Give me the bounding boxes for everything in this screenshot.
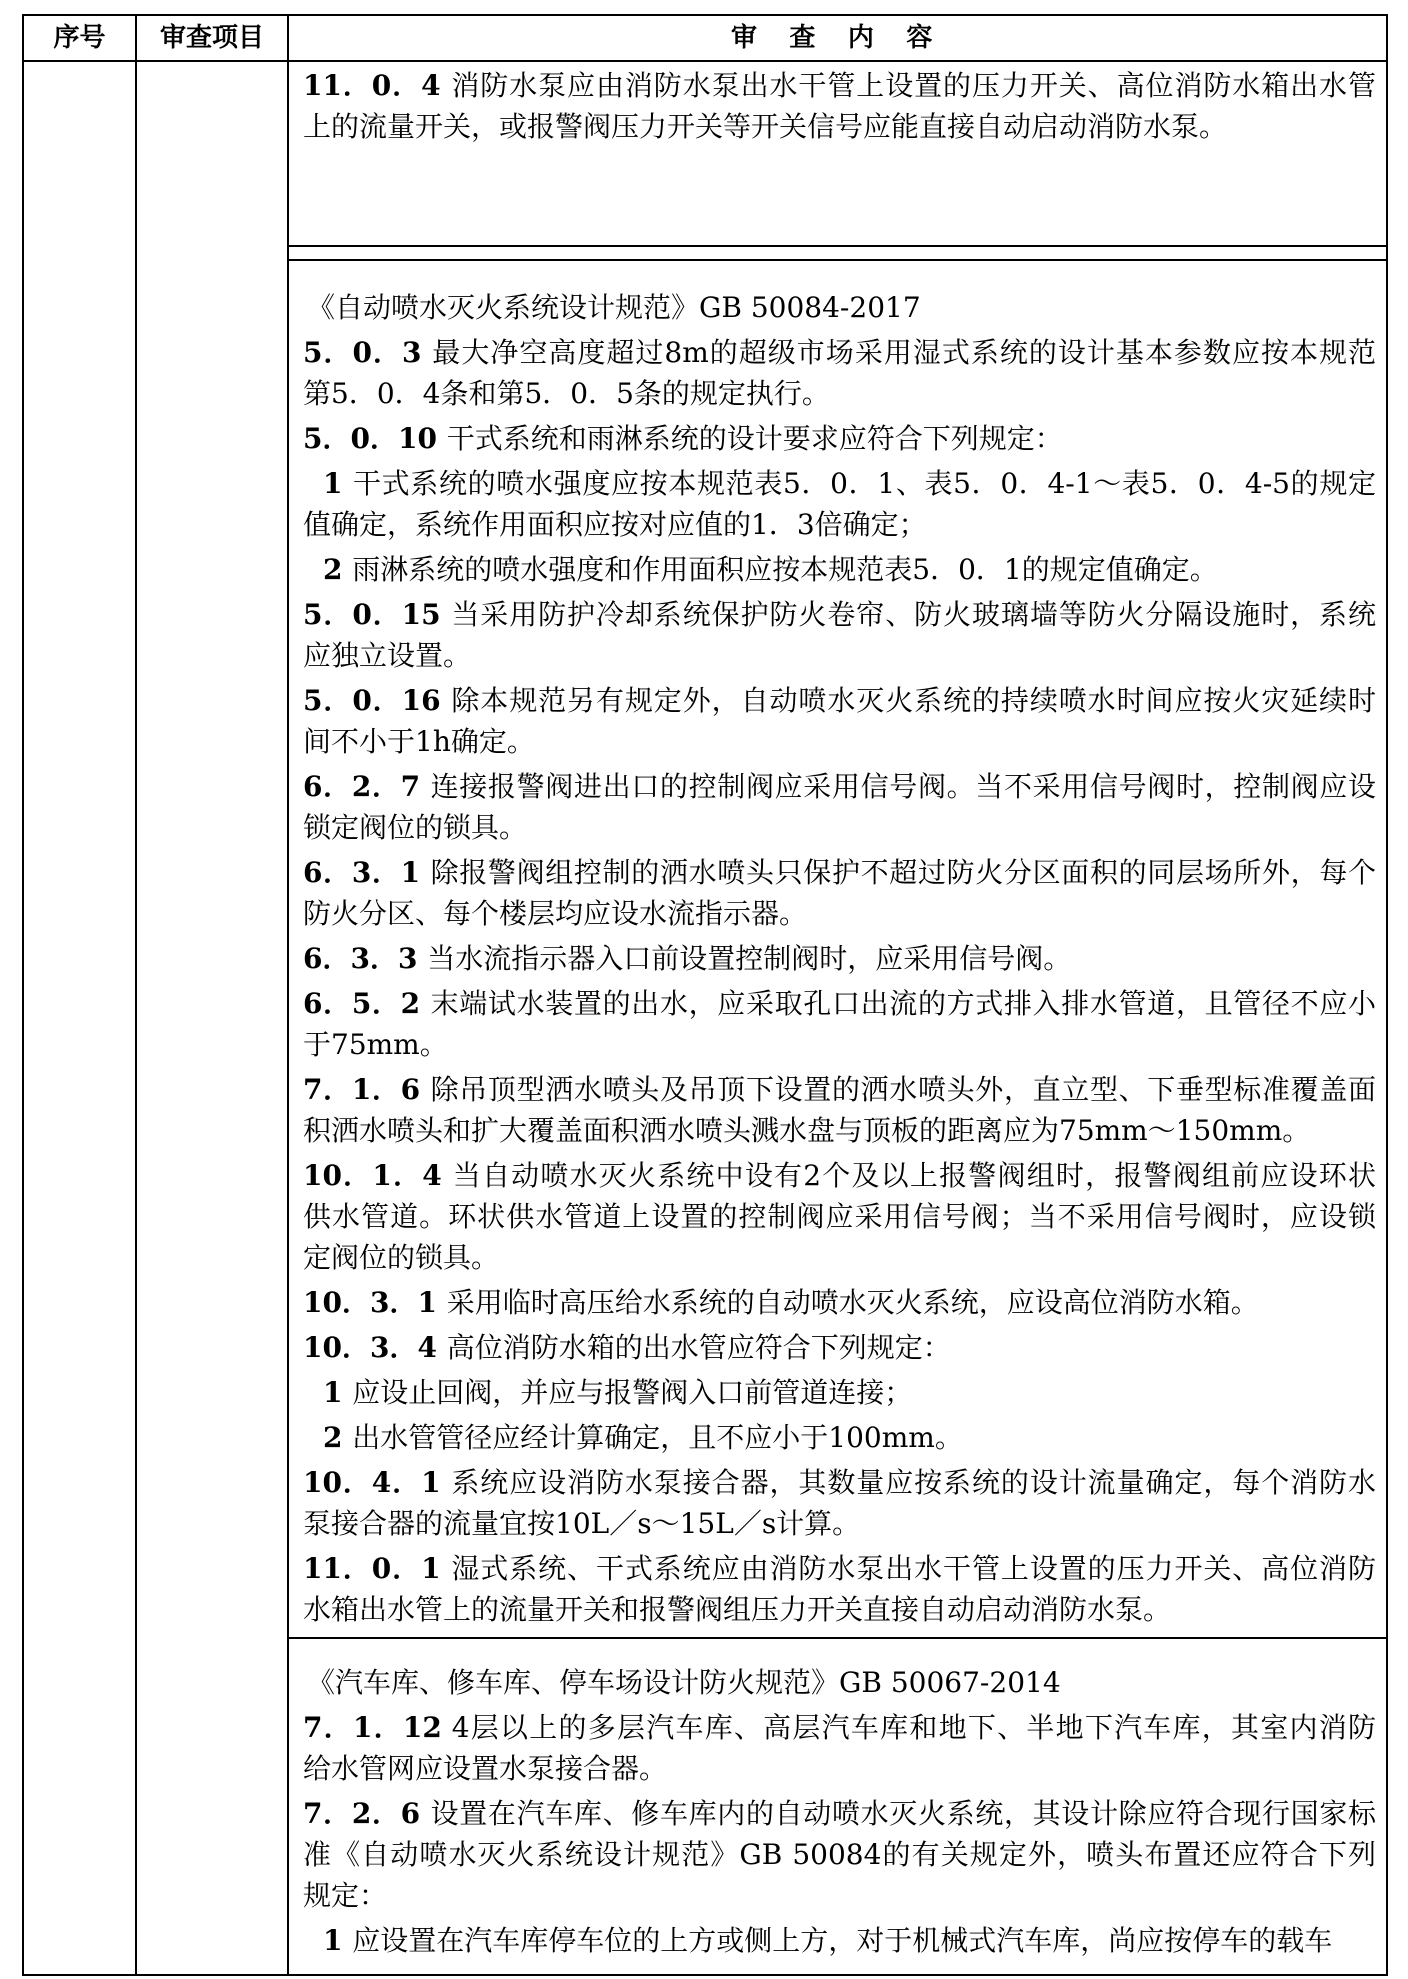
line-text: 准《自动喷水灭火系统设计规范》GB 50084的有关规定外，喷头布置还应符合下列 (303, 1838, 1376, 1871)
text-line (303, 807, 1376, 848)
clause-number: 5．0．16 (303, 683, 441, 717)
list-item (303, 1372, 1376, 1413)
text-line (303, 418, 1376, 459)
line-text: 应设止回阀，并应与报警阀入口前管道连接； (352, 1375, 913, 1409)
line-text: 值确定，系统作用面积应按对应值的1．3倍确定； (303, 507, 927, 541)
text-line (303, 1462, 1376, 1503)
text-line (303, 635, 1376, 676)
content-row-garage-code (289, 1639, 1386, 1974)
line-text: 当采用防护冷却系统保护防火卷帘、防火玻璃墙等防火分隔设施时，系统 (450, 597, 1376, 631)
code-title (303, 1662, 1376, 1703)
header-review-item: 审查项目 (159, 23, 264, 53)
text-line (303, 1589, 1376, 1630)
clause-number: 7．1．6 (303, 1072, 421, 1106)
line-text: 干式系统的喷水强度应按本规范表5．0．1、表5．0．4-1～表5．0．4-5的规定 (352, 466, 1376, 500)
clause (303, 766, 1376, 848)
line-text: 高位消防水箱的出水管应符合下列规定： (446, 1330, 951, 1364)
line-text: 4层以上的多层汽车库、高层汽车库和地下、半地下汽车库，其室内消防 (451, 1711, 1376, 1744)
text-line (303, 766, 1376, 807)
clause-number: 5．0．3 (303, 335, 422, 369)
clause-number: 7．1．12 (303, 1711, 442, 1744)
clause-number: 10．4．1 (303, 1465, 441, 1499)
clause-number: 11．0．4 (303, 68, 441, 102)
clause-number: 10．1．4 (303, 1158, 442, 1192)
clause (303, 594, 1376, 676)
text-line (303, 1155, 1376, 1196)
text-line (303, 1110, 1376, 1151)
text-line (303, 721, 1376, 762)
text-line (303, 1748, 1376, 1789)
clause (303, 418, 1376, 459)
list-item (303, 1920, 1376, 1961)
line-text: 规定： (303, 1879, 388, 1912)
line-text: 采用临时高压给水系统的自动喷水灭火系统，应设高位消防水箱。 (446, 1285, 1259, 1319)
text-line (303, 1875, 1376, 1916)
line-text: 应独立设置。 (303, 638, 472, 672)
row-divider (287, 245, 1388, 247)
code-title (303, 287, 1376, 328)
text-line (303, 852, 1376, 893)
line-text: 积洒水喷头和扩大覆盖面积洒水喷头溅水盘与顶板的距离应为75mm～150mm。 (303, 1113, 1311, 1147)
line-text: 雨淋系统的喷水强度和作用面积应按本规范表5．0．1的规定值确定。 (352, 552, 1218, 586)
clause (303, 65, 1376, 147)
text-line (303, 680, 1376, 721)
text-line (303, 1196, 1376, 1237)
text-line (303, 1548, 1376, 1589)
line-text: 泵接合器的流量宜按10L／s～15L／s计算。 (303, 1506, 861, 1540)
text-line (303, 1834, 1376, 1875)
content-row-pump-start (289, 62, 1386, 245)
line-text: 干式系统和雨淋系统的设计要求应符合下列规定： (446, 421, 1063, 455)
line-text: 给水管网应设置水泵接合器。 (303, 1752, 668, 1785)
text-line (303, 1503, 1376, 1544)
text-line (303, 983, 1376, 1024)
list-item (303, 549, 1376, 590)
clause-number: 10．3．1 (303, 1285, 437, 1319)
clause-number: 5．0．10 (303, 421, 437, 455)
text-line (303, 463, 1376, 504)
clause-number: 6．3．3 (303, 941, 418, 975)
clause-number: 6．5．2 (303, 986, 421, 1020)
clause-number: 11．0．1 (303, 1551, 441, 1585)
line-text: 除报警阀组控制的洒水喷头只保护不超过防火分区面积的同层场所外，每个 (429, 855, 1376, 889)
text-line (303, 594, 1376, 635)
line-text: 应设置在汽车库停车位的上方或侧上方，对于机械式汽车库，尚应按停车的载车 (352, 1924, 1333, 1957)
text-line (303, 65, 1376, 106)
line-text: 最大净空高度超过8m的超级市场采用湿式系统的设计基本参数应按本规范 (431, 335, 1376, 369)
text-line (303, 549, 1376, 590)
line-text: 出水管管径应经计算确定，且不应小于100mm。 (352, 1420, 963, 1454)
line-text: 设置在汽车库、修车库内的自动喷水灭火系统，其设计除应符合现行国家标 (429, 1797, 1376, 1830)
clause-number: 5．0．15 (303, 597, 441, 631)
text-line (303, 1417, 1376, 1458)
line-text: 水箱出水管上的流量开关和报警阀组压力开关直接自动启动消防水泵。 (303, 1592, 1172, 1626)
clause (303, 1548, 1376, 1630)
clause (303, 983, 1376, 1065)
text-line (303, 106, 1376, 147)
line-text: 《自动喷水灭火系统设计规范》GB 50084-2017 (307, 290, 921, 324)
text-line (303, 893, 1376, 934)
clause (303, 1462, 1376, 1544)
list-item (303, 1417, 1376, 1458)
line-text: 于75mm。 (303, 1027, 448, 1061)
text-line (303, 1237, 1376, 1278)
clause (303, 1327, 1376, 1368)
line-text: 防火分区、每个楼层均应设水流指示器。 (303, 896, 808, 930)
line-text: 系统应设消防水泵接合器，其数量应按系统的设计流量确定，每个消防水 (450, 1465, 1376, 1499)
text-line (303, 1069, 1376, 1110)
text-line (303, 1662, 1376, 1703)
line-text: 《汽车库、修车库、停车场设计防火规范》GB 50067-2014 (307, 1666, 1061, 1699)
line-text: 供水管道。环状供水管道上设置的控制阀应采用信号阀；当不采用信号阀时，应设锁 (303, 1199, 1376, 1233)
header-review-content: 审 查 内 容 (730, 23, 945, 53)
item-number: 2 (323, 1420, 343, 1454)
list-item (303, 463, 1376, 545)
text-line (303, 287, 1376, 328)
line-text: 除吊顶型洒水喷头及吊顶下设置的洒水喷头外，直立型、下垂型标准覆盖面 (429, 1072, 1376, 1106)
column-divider (135, 14, 137, 1976)
text-line (303, 1024, 1376, 1065)
text-line (303, 1707, 1376, 1748)
line-text: 间不小于1h确定。 (303, 724, 535, 758)
item-number: 1 (323, 466, 343, 500)
text-line (303, 1372, 1376, 1413)
text-line (303, 1282, 1376, 1323)
clause-number: 7．2．6 (303, 1797, 421, 1830)
text-line (303, 1793, 1376, 1834)
item-number: 1 (323, 1924, 343, 1957)
clause (303, 1282, 1376, 1323)
text-line (303, 938, 1376, 979)
text-line (303, 332, 1376, 373)
line-text: 第5．0．4条和第5．0．5条的规定执行。 (303, 376, 830, 410)
line-text: 连接报警阀进出口的控制阀应采用信号阀。当不采用信号阀时，控制阀应设 (429, 769, 1376, 803)
text-line (303, 1920, 1376, 1961)
line-text: 锁定阀位的锁具。 (303, 810, 528, 844)
text-line (303, 373, 1376, 414)
clause (303, 1069, 1376, 1151)
clause (303, 852, 1376, 934)
clause (303, 1155, 1376, 1278)
clause (303, 680, 1376, 762)
line-text: 除本规范另有规定外，自动喷水灭火系统的持续喷水时间应按火灾延续时 (450, 683, 1376, 717)
item-number: 1 (323, 1375, 343, 1409)
line-text: 末端试水装置的出水，应采取孔口出流的方式排入排水管道，且管径不应小 (429, 986, 1376, 1020)
text-line (303, 504, 1376, 545)
clause (303, 332, 1376, 414)
line-text: 消防水泵应由消防水泵出水干管上设置的压力开关、高位消防水箱出水管 (450, 68, 1376, 102)
line-text: 湿式系统、干式系统应由消防水泵出水干管上设置的压力开关、高位消防 (450, 1551, 1376, 1585)
line-text: 当水流指示器入口前设置控制阀时，应采用信号阀。 (427, 941, 1072, 975)
clause-number: 6．2．7 (303, 769, 421, 803)
clause-number: 10．3．4 (303, 1330, 437, 1364)
clause (303, 1707, 1376, 1789)
clause-number: 6．3．1 (303, 855, 421, 889)
line-text: 定阀位的锁具。 (303, 1240, 500, 1274)
content-row-sprinkler-code (289, 261, 1386, 1637)
item-number: 2 (323, 552, 343, 586)
header-serial-number: 序号 (53, 23, 106, 53)
text-line (303, 1327, 1376, 1368)
line-text: 上的流量开关，或报警阀压力开关等开关信号应能直接自动启动消防水泵。 (303, 109, 1228, 143)
clause (303, 1793, 1376, 1916)
clause (303, 938, 1376, 979)
line-text: 当自动喷水灭火系统中设有2个及以上报警阀组时，报警阀组前应设环状 (451, 1158, 1376, 1192)
